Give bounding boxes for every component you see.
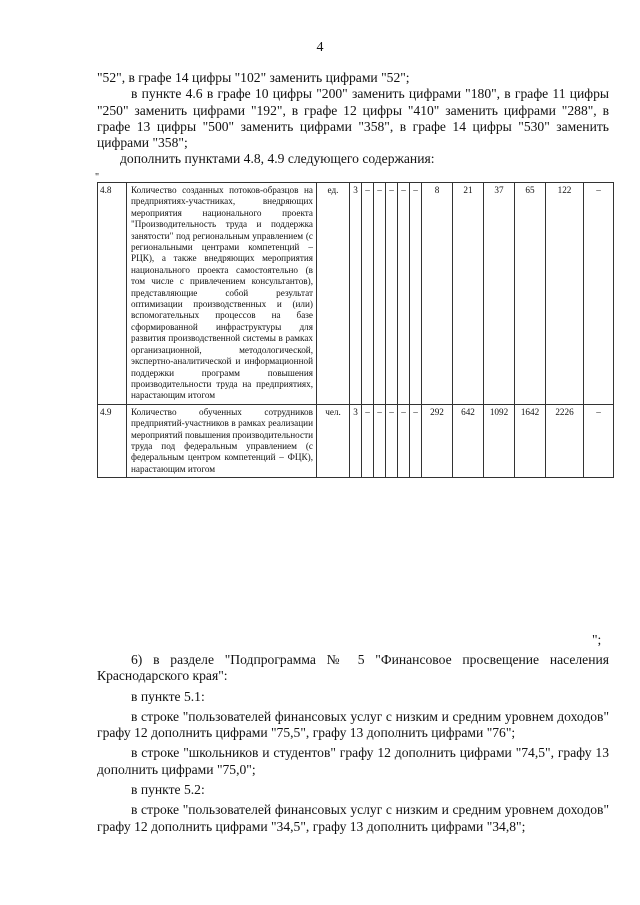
row-students-5-1: в строке "школьников и студентов" графу 12 дополнить цифрами "74,5", графу 13 дополнить цифрами "75,0"; — [97, 745, 609, 777]
row-value: 122 — [546, 183, 584, 405]
amendment-text — [97, 652, 609, 835]
row-value: 21 — [453, 183, 484, 405]
row-unit: чел. — [317, 404, 350, 477]
row-description: Количество обученных сотрудников предприятий-участников в рамках реализации мероприятий повышения производительности труда под федеральным управлением (с федеральным центром компетенций – ФЦК), нарастающим итогом — [127, 404, 317, 477]
row-value: – — [386, 404, 398, 477]
close-quote: "; — [592, 632, 602, 647]
row-value: 37 — [484, 183, 515, 405]
section-heading: 6) в разделе "Подпрограмма № 5 "Финансовое просвещение населения Краснодарского края": — [97, 652, 609, 684]
point-5-2: в пункте 5.2: — [131, 782, 205, 798]
row-value: 1642 — [515, 404, 546, 477]
row-value: – — [362, 404, 374, 477]
row-value: – — [398, 404, 410, 477]
table-row — [98, 404, 614, 477]
indicator-table — [97, 182, 614, 478]
table-row — [98, 183, 614, 405]
row-number: 4.8 — [98, 183, 127, 405]
row-value: – — [584, 183, 614, 405]
row-value: – — [362, 183, 374, 405]
row-value: 3 — [350, 404, 362, 477]
row-value: 2226 — [546, 404, 584, 477]
row-value: 642 — [453, 404, 484, 477]
row-value: – — [410, 404, 422, 477]
row-value: – — [374, 183, 386, 405]
row-value: 65 — [515, 183, 546, 405]
intro-line-3: дополнить пунктами 4.8, 4.9 следующего содержания: — [120, 151, 435, 167]
row-description: Количество созданных потоков-образцов на предприятиях-участниках, внедряющих мероприятия национального проекта "Производительность труда и поддержка занятости" под региональным управлением (с региональными центрами компетенций – РЦК), а также внедряющих мероприятия национального проекта самостоятельно (в том числе с привлечением консультантов), представляющие собой результат оптимизации производственных и (или) вспомогательных процессов на базе сформированной инфраструктуры для развития производственной системы в рамках организационной, методологической, экспертно-аналитической и информационной поддержки программ повышения производительности труда на предприятиях, нарастающим итогом — [127, 183, 317, 405]
intro-line-1: "52", в графе 14 цифры "102" заменить цифрами "52"; — [97, 70, 410, 85]
row-unit: ед. — [317, 183, 350, 405]
row-value: 8 — [422, 183, 453, 405]
row-value: 1092 — [484, 404, 515, 477]
intro-line-2: в пункте 4.6 в графе 10 цифры "200" заменить цифрами "180", в графе 11 цифры "250" заменить цифрами "192", в графе 12 цифры "410" заменить цифрами "288", в графе 13 цифры "500" заменить цифрами "358", в графе 14 цифры "530" заменить цифрами "358"; — [97, 86, 609, 151]
row-value: – — [386, 183, 398, 405]
point-5-1: в пункте 5.1: — [131, 688, 205, 704]
row-value: 3 — [350, 183, 362, 405]
row-number: 4.9 — [98, 404, 127, 477]
row-users-5-2: в строке "пользователей финансовых услуг с низким и средним уровнем доходов" графу 12 дополнить цифрами "34,5", графу 13 дополнить цифрами "34,8"; — [97, 802, 609, 834]
row-value: – — [374, 404, 386, 477]
intro-text — [97, 70, 609, 168]
row-value: – — [398, 183, 410, 405]
row-users-5-1: в строке "пользователей финансовых услуг с низким и средним уровнем доходов" графу 12 дополнить цифрами "75,5", графу 13 дополнить цифрами "76"; — [97, 708, 609, 741]
row-value: 292 — [422, 404, 453, 477]
page-number: 4 — [316, 40, 324, 55]
row-value: – — [410, 183, 422, 405]
row-value: – — [584, 404, 614, 477]
open-quote: " — [95, 172, 100, 183]
